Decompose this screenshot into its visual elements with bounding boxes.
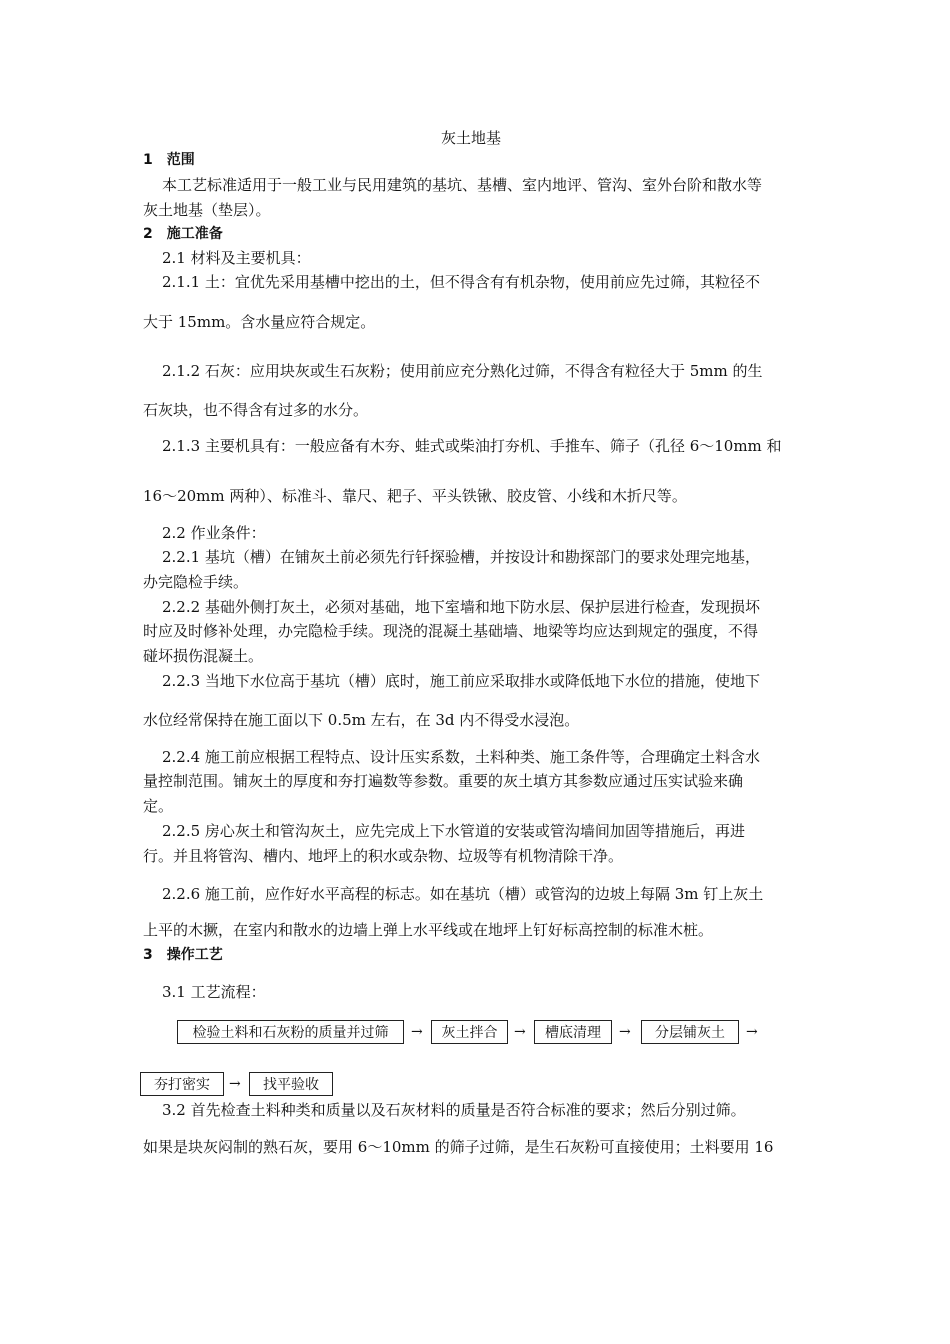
- flow-arrow: →: [229, 1076, 241, 1092]
- subsection-heading: 2.1 材料及主要机具：: [162, 249, 311, 267]
- paragraph-line: 本工艺标准适用于一般工业与民用建筑的基坑、基槽、室内地评、管沟、室外台阶和散水等: [162, 176, 763, 194]
- paragraph-line: 2.2.6 施工前，应作好水平高程的标志。如在基坑（槽）或管沟的边坡上每隔 3m 钉上灰土: [162, 885, 764, 903]
- flow-step: 夯打密实: [140, 1072, 224, 1096]
- paragraph-line: 2.2.3 当地下水位高于基坑（槽）底时，施工前应采取排水或降低地下水位的措施，使地下: [162, 672, 760, 690]
- paragraph-line: 2.2.2 基础外侧打灰土，必须对基础，地下室墙和地下防水层、保护层进行检查，发现损坏: [162, 598, 760, 616]
- paragraph-line: 定。: [143, 797, 174, 815]
- flow-step: 槽底清理: [534, 1020, 612, 1044]
- section-1-heading: 1 范围: [143, 152, 195, 168]
- paragraph-line: 碰坏损伤混凝土。: [143, 647, 264, 665]
- flow-step: 检验土料和石灰粉的质量并过筛: [177, 1020, 404, 1044]
- paragraph-line: 大于 15mm。含水量应符合规定。: [143, 313, 376, 331]
- paragraph-line: 如果是块灰闷制的熟石灰，要用 6～10mm 的筛子过筛，是生石灰粉可直接使用；土料要用 16: [143, 1138, 774, 1156]
- paragraph-line: 灰土地基（垫层）。: [143, 201, 271, 219]
- paragraph-line: 石灰块，也不得含有过多的水分。: [143, 401, 369, 419]
- paragraph-line: 量控制范围。铺灰土的厚度和夯打遍数等参数。重要的灰土填方其参数应通过压实试验来确: [143, 772, 744, 790]
- paragraph-line: 2.1.3 主要机具有：一般应备有木夯、蛙式或柴油打夯机、手推车、筛子（孔径 6～10mm 和: [162, 437, 782, 455]
- flow-arrow: →: [411, 1024, 423, 1040]
- paragraph-line: 水位经常保持在施工面以下 0.5m 左右，在 3d 内不得受水浸泡。: [143, 711, 580, 729]
- paragraph-line: 办完隐检手续。: [143, 573, 249, 591]
- section-2-heading: 2 施工准备: [143, 226, 223, 242]
- paragraph-line: 时应及时修补处理，办完隐检手续。现浇的混凝土基础墙、地梁等均应达到规定的强度，不得: [143, 622, 759, 640]
- paragraph-line: 2.2.5 房心灰土和管沟灰土，应先完成上下水管道的安装或管沟墙间加固等措施后，再进: [162, 822, 745, 840]
- subsection-heading: 2.2 作业条件：: [162, 524, 266, 542]
- subsection-heading: 3.1 工艺流程：: [162, 983, 266, 1001]
- paragraph-line: 2.2.1 基坑（槽）在铺灰土前必须先行钎探验槽，并按设计和勘探部门的要求处理完地基，: [162, 548, 760, 566]
- paragraph-line: 行。并且将管沟、槽内、地坪上的积水或杂物、垃圾等有机物清除干净。: [143, 847, 624, 865]
- paragraph-line: 上平的木撅，在室内和散水的边墙上弹上水平线或在地坪上钉好标高控制的标准木桩。: [143, 921, 714, 939]
- flow-arrow: →: [746, 1024, 758, 1040]
- section-3-heading: 3 操作工艺: [143, 947, 223, 963]
- paragraph-line: 2.2.4 施工前应根据工程特点、设计压实系数，土料种类、施工条件等，合理确定土料含水: [162, 748, 760, 766]
- document-title: 灰土地基: [441, 129, 502, 147]
- flow-step: 找平验收: [249, 1072, 333, 1096]
- paragraph-line: 2.1.2 石灰：应用块灰或生石灰粉；使用前应充分熟化过筛，不得含有粒径大于 5mm 的生: [162, 362, 763, 380]
- paragraph-line: 16～20mm 两种）、标准斗、靠尺、耙子、平头铁锹、胶皮管、小线和木折尺等。: [143, 487, 687, 505]
- flow-step: 灰土拌合: [431, 1020, 508, 1044]
- paragraph-line: 3.2 首先检查土料种类和质量以及石灰材料的质量是否符合标准的要求；然后分别过筛。: [162, 1101, 746, 1119]
- paragraph-line: 2.1.1 土：宜优先采用基槽中挖出的土，但不得含有有机杂物，使用前应先过筛，其粒径不: [162, 273, 760, 291]
- flow-arrow: →: [619, 1024, 631, 1040]
- flow-arrow: →: [514, 1024, 526, 1040]
- flow-step: 分层铺灰土: [641, 1020, 739, 1044]
